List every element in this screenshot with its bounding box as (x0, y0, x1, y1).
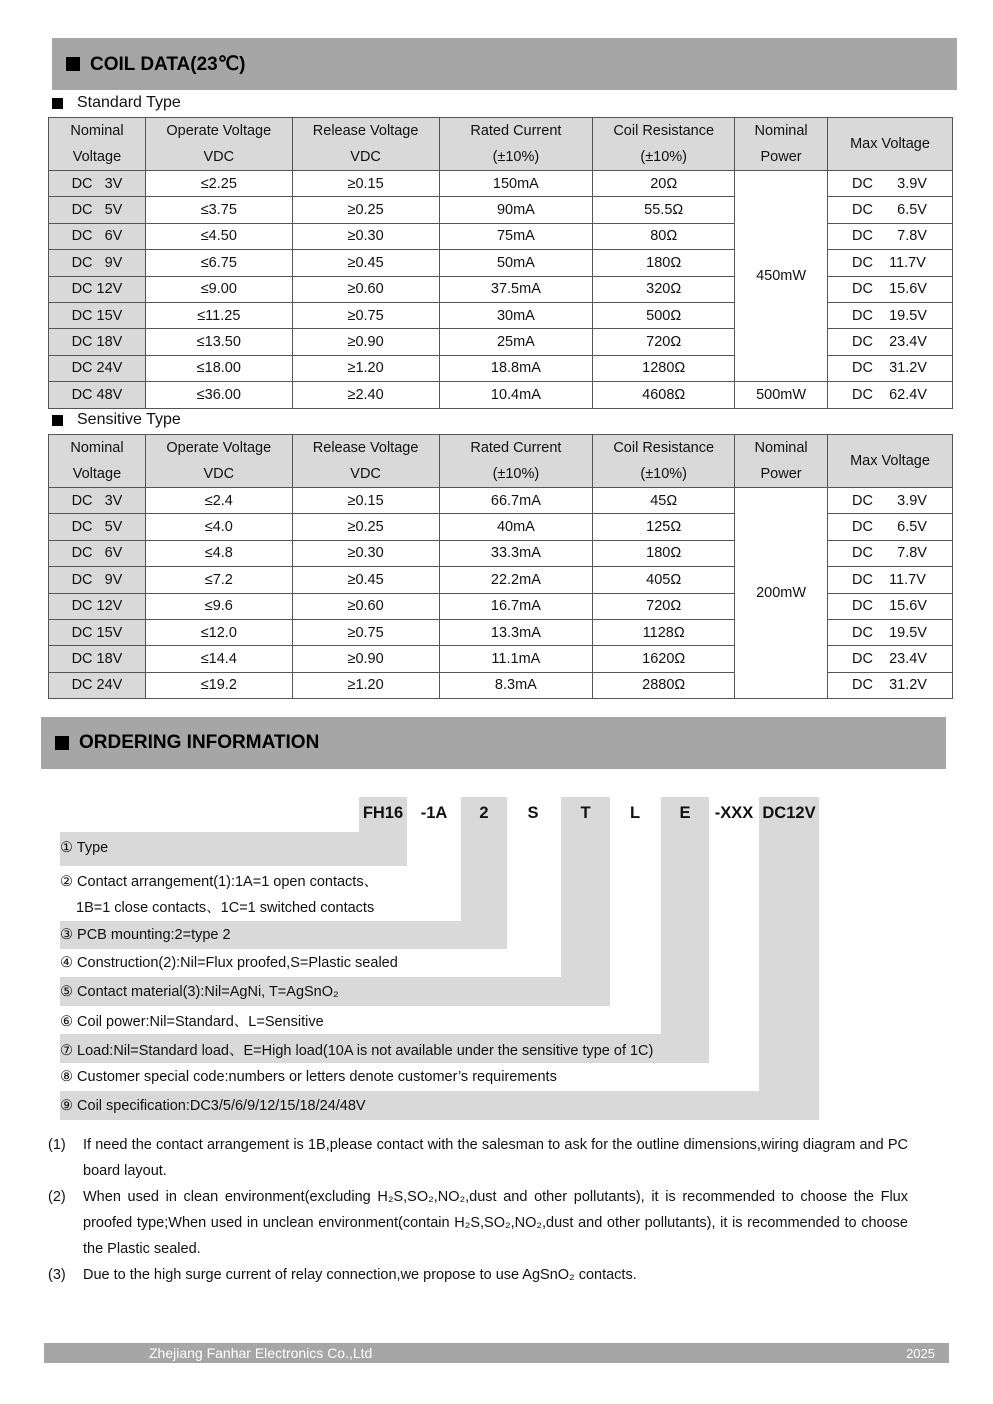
column-header-line2: (±10%) (640, 149, 687, 165)
square-bullet-icon (66, 57, 80, 71)
square-bullet-icon (52, 415, 63, 426)
table-cell: DC 9V (49, 567, 146, 593)
table-cell: ≥0.90 (292, 329, 439, 355)
column-header-line1: Nominal (70, 440, 124, 456)
note-item (48, 1262, 908, 1288)
column-header-line2: (±10%) (492, 466, 540, 482)
table-cell: 125Ω (593, 514, 735, 540)
table-cell: ≥0.25 (292, 197, 439, 223)
table-cell: DC 5V (49, 514, 146, 540)
notes-section (48, 1132, 908, 1288)
table-cell: ≤14.4 (145, 646, 292, 672)
table-cell: ≥0.30 (292, 540, 439, 566)
column-header (49, 435, 146, 488)
code-contact-arrangement: -1A (420, 803, 448, 822)
table-cell: 720Ω (593, 593, 735, 619)
table-cell: ≥0.75 (292, 302, 439, 328)
table-cell: 66.7mA (439, 488, 593, 514)
note-item (48, 1132, 908, 1184)
table-cell: 4608Ω (593, 382, 735, 408)
table-cell: ≥0.15 (292, 171, 439, 197)
table-cell: ≥1.20 (292, 672, 439, 698)
table-cell: 18.8mA (439, 355, 593, 381)
table-cell: 20Ω (593, 171, 735, 197)
table-cell: ≤4.50 (145, 223, 292, 249)
table-cell: ≤12.0 (145, 619, 292, 645)
table-cell: ≥0.45 (292, 567, 439, 593)
max-voltage-cell: DC 7.8V (828, 540, 953, 566)
table-cell: DC 15V (49, 302, 146, 328)
table-cell: ≥0.45 (292, 250, 439, 276)
ordering-item-coil-spec: ⑨ Coil specification:DC3/5/6/9/12/15/18/24/48V (60, 1098, 366, 1114)
square-bullet-icon (55, 736, 69, 750)
max-voltage-cell: DC 3.9V (828, 488, 953, 514)
code-construction: S (527, 803, 539, 822)
table-cell: 55.5Ω (593, 197, 735, 223)
column-header (439, 435, 593, 488)
column-header (593, 118, 735, 171)
column-header-line1: Nominal (754, 123, 808, 139)
table-cell: DC 48V (49, 382, 146, 408)
coil-data-section-header (52, 38, 957, 90)
table-cell: 40mA (439, 514, 593, 540)
column-header (439, 118, 593, 171)
ordering-item-contact-arrangement-cont: 1B=1 close contacts、1C=1 switched contacts (76, 899, 375, 916)
column-header-line1: Coil Resistance (613, 440, 715, 456)
column-header-line2: Power (760, 466, 802, 482)
column-header-line1: Nominal (754, 440, 808, 456)
table-cell: DC 3V (49, 488, 146, 514)
table-cell: 720Ω (593, 329, 735, 355)
table-cell: 25mA (439, 329, 593, 355)
max-voltage-cell: DC 11.7V (828, 250, 953, 276)
ordering-item-load: ⑦ Load:Nil=Standard load、E=High load(10A is not available under the sensitive type of 1C) (60, 1042, 654, 1059)
ordering-title: ORDERING INFORMATION (79, 732, 320, 753)
table-cell: DC 9V (49, 250, 146, 276)
column-header (145, 435, 292, 488)
table-cell: ≤7.2 (145, 567, 292, 593)
ordering-section-header (41, 717, 946, 769)
table-cell: DC 62.4V (828, 382, 953, 408)
table-cell: ≤18.00 (145, 355, 292, 381)
table-cell: DC 12V (49, 593, 146, 619)
column-header-line2: (±10%) (640, 466, 687, 482)
table-cell: DC 18V (49, 646, 146, 672)
table-cell: ≥0.60 (292, 593, 439, 619)
table-cell: 33.3mA (439, 540, 593, 566)
column-header-line1: Release Voltage (312, 123, 419, 139)
table-cell: ≥0.25 (292, 514, 439, 540)
table-cell: 1128Ω (593, 619, 735, 645)
sensitive-type-label: Sensitive Type (77, 411, 181, 428)
table-header-row (49, 118, 953, 171)
max-voltage-cell: DC 15.6V (828, 593, 953, 619)
table-cell: ≤13.50 (145, 329, 292, 355)
code-coil-power: L (629, 803, 641, 822)
ordering-item-contact-material: ⑤ Contact material(3):Nil=AgNi, T=AgSnO₂ (60, 984, 339, 1000)
footer-company: Zhejiang Fanhar Electronics Co.,Ltd (149, 1345, 373, 1361)
column-header: Max Voltage (828, 118, 953, 171)
max-voltage-cell: DC 15.6V (828, 276, 953, 302)
table-cell: 37.5mA (439, 276, 593, 302)
ordering-item-customer-code: ⑧ Customer special code:numbers or letters denote customer’s requirements (60, 1069, 557, 1085)
coil-data-title: COIL DATA(23℃) (90, 53, 246, 75)
table-cell: ≤11.25 (145, 302, 292, 328)
table-cell: DC 6V (49, 540, 146, 566)
max-voltage-cell: DC 19.5V (828, 302, 953, 328)
table-cell: 11.1mA (439, 646, 593, 672)
table-cell: ≤19.2 (145, 672, 292, 698)
table-cell: 8.3mA (439, 672, 593, 698)
ordering-item-pcb-mounting: ③ PCB mounting:2=type 2 (60, 927, 231, 943)
column-header-line1: Coil Resistance (613, 123, 715, 139)
table-cell: ≤9.6 (145, 593, 292, 619)
table-cell: ≥0.60 (292, 276, 439, 302)
column-header-line2: (±10%) (492, 149, 540, 165)
table-cell: DC 12V (49, 276, 146, 302)
max-voltage-cell: DC 7.8V (828, 223, 953, 249)
table-cell: 1620Ω (593, 646, 735, 672)
max-voltage-cell: DC 11.7V (828, 567, 953, 593)
table-cell: ≥0.30 (292, 223, 439, 249)
code-pcb-mounting: 2 (479, 803, 489, 822)
nominal-power-cell: 200mW (735, 488, 828, 699)
table-cell: ≥1.20 (292, 355, 439, 381)
standard-type-heading (52, 94, 181, 112)
table-row (49, 382, 953, 408)
table-cell: 10.4mA (439, 382, 593, 408)
code-contact-material: T (580, 803, 591, 822)
note-text: When used in clean environment(excluding H₂S,SO₂,NO₂,dust and other pollutants), it is recommended to choose the Flux proofed type;When used in unclean environment(contain H₂S,SO₂,NO₂,dust and other pollutants), it is recommended to choose the Plastic sealed. (83, 1189, 908, 1257)
column-header-line2: VDC (203, 149, 235, 165)
note-number: (1) (48, 1137, 66, 1153)
ordering-item-type: ① Type (60, 840, 109, 856)
sensitive-coil-table (48, 434, 953, 699)
column-header (292, 118, 439, 171)
note-text: Due to the high surge current of relay connection,we propose to use AgSnO₂ contacts. (83, 1267, 637, 1283)
table-cell: 500mW (735, 382, 828, 408)
code-load: E (679, 803, 691, 822)
column-header-line1: Release Voltage (312, 440, 419, 456)
table-cell: 90mA (439, 197, 593, 223)
note-number: (3) (48, 1267, 66, 1283)
table-cell: DC 18V (49, 329, 146, 355)
table-cell: ≥0.75 (292, 619, 439, 645)
table-cell: 2880Ω (593, 672, 735, 698)
table-row (49, 171, 953, 197)
max-voltage-cell: DC 3.9V (828, 171, 953, 197)
table-row (49, 488, 953, 514)
max-voltage-cell: DC 23.4V (828, 329, 953, 355)
column-header-line1: Rated Current (470, 440, 562, 456)
table-cell: ≥0.15 (292, 488, 439, 514)
max-voltage-cell: DC 19.5V (828, 619, 953, 645)
column-header-line1: Operate Voltage (166, 123, 272, 139)
column-header-line2: Voltage (72, 466, 122, 482)
note-number: (2) (48, 1189, 66, 1205)
note-text: If need the contact arrangement is 1B,please contact with the salesman to ask for the outline dimensions,wiring diagram and PC board layout. (83, 1137, 908, 1179)
column-header-line2: Voltage (72, 149, 122, 165)
table-cell: DC 24V (49, 355, 146, 381)
code-type: FH16 (362, 803, 404, 822)
ordering-item-contact-arrangement: ② Contact arrangement(1):1A=1 open contacts、 (60, 873, 379, 890)
code-coil-spec: DC12V (762, 803, 816, 822)
standard-type-label: Standard Type (77, 94, 181, 111)
table-cell: DC 3V (49, 171, 146, 197)
table-cell: DC 15V (49, 619, 146, 645)
column-header-line2: VDC (350, 466, 381, 482)
column-header: Max Voltage (828, 435, 953, 488)
column-header (735, 118, 828, 171)
table-cell: ≤2.25 (145, 171, 292, 197)
footer-year: 2025 (906, 1345, 935, 1361)
max-voltage-cell: DC 6.5V (828, 514, 953, 540)
nominal-power-cell: 450mW (735, 171, 828, 382)
ordering-item-coil-power: ⑥ Coil power:Nil=Standard、L=Sensitive (60, 1013, 324, 1030)
table-cell: ≥2.40 (292, 382, 439, 408)
column-header (292, 435, 439, 488)
code-customer-special: -XXX (714, 803, 754, 822)
table-header-row (49, 435, 953, 488)
table-cell: 22.2mA (439, 567, 593, 593)
table-cell: ≤9.00 (145, 276, 292, 302)
table-cell: ≤36.00 (145, 382, 292, 408)
column-header (145, 118, 292, 171)
column-header-line2: VDC (203, 466, 235, 482)
ordering-item-construction: ④ Construction(2):Nil=Flux proofed,S=Plastic sealed (60, 955, 398, 971)
table-cell: ≥0.90 (292, 646, 439, 672)
max-voltage-cell: DC 31.2V (828, 672, 953, 698)
table-cell: 500Ω (593, 302, 735, 328)
table-cell: 13.3mA (439, 619, 593, 645)
square-bullet-icon (52, 98, 63, 109)
column-header-line1: Nominal (70, 123, 124, 139)
column-header (49, 118, 146, 171)
table-cell: 16.7mA (439, 593, 593, 619)
table-cell: DC 5V (49, 197, 146, 223)
table-cell: ≤4.0 (145, 514, 292, 540)
column-header-line2: VDC (350, 149, 381, 165)
max-voltage-cell: DC 23.4V (828, 646, 953, 672)
column-header-line1: Rated Current (470, 123, 562, 139)
table-cell: 75mA (439, 223, 593, 249)
max-voltage-cell: DC 6.5V (828, 197, 953, 223)
column-header (593, 435, 735, 488)
standard-coil-table (48, 117, 953, 409)
table-cell: 50mA (439, 250, 593, 276)
table-cell: 180Ω (593, 540, 735, 566)
table-cell: 150mA (439, 171, 593, 197)
table-cell: DC 6V (49, 223, 146, 249)
table-cell: 405Ω (593, 567, 735, 593)
table-cell: ≤4.8 (145, 540, 292, 566)
sensitive-type-heading (52, 411, 181, 429)
table-cell: 80Ω (593, 223, 735, 249)
column-header (735, 435, 828, 488)
note-item (48, 1184, 908, 1262)
table-cell: 180Ω (593, 250, 735, 276)
table-cell: 30mA (439, 302, 593, 328)
table-cell: ≤2.4 (145, 488, 292, 514)
table-cell: ≤3.75 (145, 197, 292, 223)
table-cell: 45Ω (593, 488, 735, 514)
table-cell: ≤6.75 (145, 250, 292, 276)
table-cell: DC 24V (49, 672, 146, 698)
column-header-line2: Power (760, 149, 802, 165)
page-footer (44, 1343, 949, 1363)
column-header-line1: Operate Voltage (166, 440, 272, 456)
table-cell: 1280Ω (593, 355, 735, 381)
max-voltage-cell: DC 31.2V (828, 355, 953, 381)
table-cell: 320Ω (593, 276, 735, 302)
